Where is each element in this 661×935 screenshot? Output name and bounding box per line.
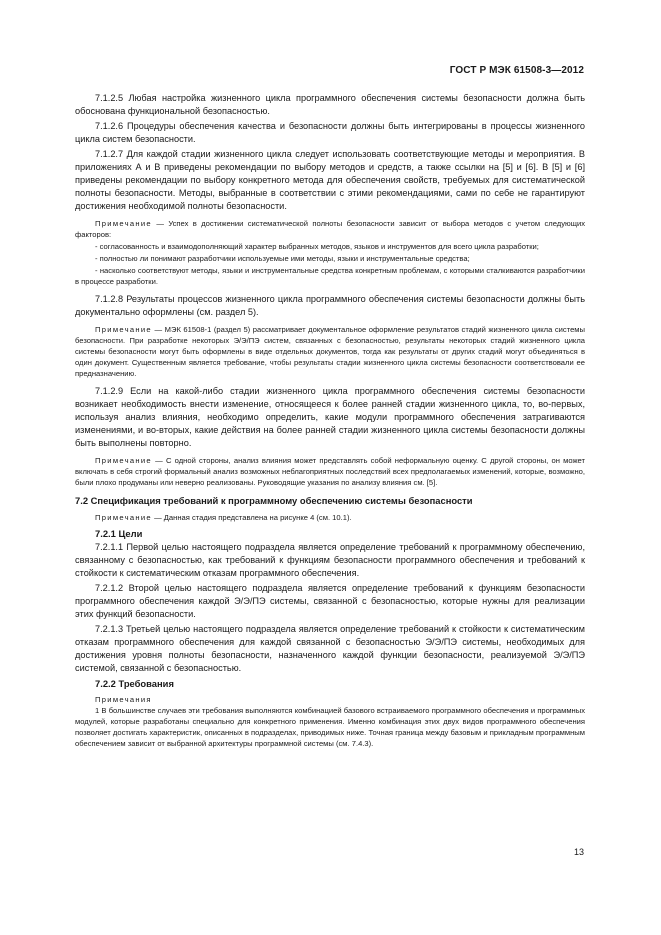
note-list-item: - полностью ли понимают разработчики используемые ими методы, языки и инструментальные средства; bbox=[95, 254, 470, 263]
note-text: Примечание — МЭК 61508-1 (раздел 5) рассматривает документальное оформление результатов стадий жизненного цикла системы безопасности. При разработке некоторых Э/Э/ПЭ систем, связанных с безопасностью, результаты некоторых стадий жизненного цикла системы безопасности могут быть оформлены в виде отдельных документов, тогда как результаты от других стадий могут объединяться в один документ. Существенным является требование, чтобы результаты стадии жизненного цикла системы безопасности соответствовали ее предназначению. bbox=[75, 325, 585, 378]
note-label: Примечание bbox=[95, 219, 152, 228]
section-heading-7-2: 7.2 Спецификация требований к программному обеспечению системы безопасности bbox=[75, 495, 473, 506]
paragraph-7-2-1-1: 7.2.1.1 Первой целью настоящего подраздела является определение требований к программному обеспечению, связанному с безопасностью, как требований к функциям безопасности программного обеспечения и требований к стойкости к систематическим отказам программного обеспечения. bbox=[75, 542, 585, 578]
note-text: Примечание — С одной стороны, анализ влияния может представлять собой неформальную оценку. С другой стороны, он может включать в себя строгий формальный анализ возможных неблагоприятных последствий всех предполагаемых изменений, которые, возможно, были плохо продуманы или неверно реализованы. Руководящие указания по анализу влияния см. [5]. bbox=[75, 456, 585, 487]
note-item-1: 1 В большинстве случаев эти требования выполняются комбинацией базового встраиваемого программного обеспечения и программных модулей, которые разработаны специально для конкретного применения. Именно комбинация этих двух видов программного обеспечения позволяет достигать характеристик, описанных в подразделах, приводимых ниже. Точная граница между базовым и прикладным программным обеспечением зависит от выбранной архитектуры программной системы (см. 7.4.3). bbox=[75, 706, 585, 748]
notes-label: Примечания bbox=[95, 695, 152, 704]
note-block-1 bbox=[75, 218, 585, 287]
note-text: Примечание — Данная стадия представлена на рисунке 4 (см. 10.1). bbox=[95, 513, 352, 522]
note-text: Примечание — Успех в достижении систематической полноты безопасности зависит от выбора методов с учетом следующих факторов: bbox=[75, 219, 585, 239]
note-list-item: - насколько соответствуют методы, языки и инструментальные средства конкретным проблемам, с которыми сталкиваются разработчики в процессе разработки. bbox=[75, 266, 585, 286]
note-list-item: - согласованность и взаимодополняющий характер выбранных методов, языков и инструментов для всего цикла разработки; bbox=[95, 242, 539, 251]
page-header: ГОСТ Р МЭК 61508-3—2012 bbox=[449, 65, 584, 76]
page-content bbox=[75, 92, 585, 750]
subsection-heading-7-2-2: 7.2.2 Требования bbox=[95, 678, 174, 689]
note-label: Примечание bbox=[95, 513, 152, 522]
page-number: 13 bbox=[573, 847, 584, 857]
note-block-2 bbox=[75, 324, 585, 379]
paragraph-7-1-2-9: 7.1.2.9 Если на какой-либо стадии жизненного цикла программного обеспечения системы безопасности возникает необходимость внести изменение, относящееся к более ранней стадии жизненного цикла, то, во-первых, используя анализ влияния, необходимо определить, какие модули программного обеспечения затрагиваются изменениями, и во-вторых, какие действия на более ранней стадии жизненного цикла системы безопасности должны быть выполнены повторно. bbox=[75, 386, 585, 448]
note-label: Примечание bbox=[95, 325, 152, 334]
paragraph-7-2-1-3: 7.2.1.3 Третьей целью настоящего подраздела является определение требований к стойкости к систематическим отказам программного обеспечения для каждой связанной с безопасностью Э/Э/ПЭ системы, необходимых для достижения уровня полноты безопасности, назначенного каждой функции безопасности, реализуемой Э/Э/ПЭ системой, связанной с безопасностью. bbox=[75, 624, 585, 673]
note-block-3 bbox=[75, 455, 585, 488]
paragraph-7-1-2-5: 7.1.2.5 Любая настройка жизненного цикла программного обеспечения системы безопасности должна быть обоснована функциональной безопасностью. bbox=[75, 93, 585, 116]
paragraph-7-2-1-2: 7.2.1.2 Второй целью настоящего подраздела является определение требований к функциям безопасности программного обеспечения каждой Э/Э/ПЭ системы, связанной с безопасностью, которые нужны для реализации этих функций безопасности. bbox=[75, 583, 585, 619]
paragraph-7-1-2-6: 7.1.2.6 Процедуры обеспечения качества и безопасности должны быть интегрированы в процессы жизненного цикла систем безопасности. bbox=[75, 121, 585, 144]
note-label: Примечание bbox=[95, 456, 152, 465]
subsection-heading-7-2-1: 7.2.1 Цели bbox=[95, 528, 143, 539]
paragraph-7-1-2-8: 7.1.2.8 Результаты процессов жизненного цикла программного обеспечения системы безопасности должны быть документально оформлены (см. раздел 5). bbox=[75, 294, 585, 317]
paragraph-7-1-2-7: 7.1.2.7 Для каждой стадии жизненного цикла следует использовать соответствующие методы и мероприятия. В приложениях А и В приведены рекомендации по выбору методов и средств, а также ссылки на [5] и [6]. В [5] и [6] приведены рекомендации по выбору конкретного метода для обеспечения свойств, требуемых для систематической полноты безопасности. Методы, выбранные в соответствии с этими рекомендациями, сами по себе не гарантируют достижения необходимой полноты безопасности. bbox=[75, 149, 585, 211]
